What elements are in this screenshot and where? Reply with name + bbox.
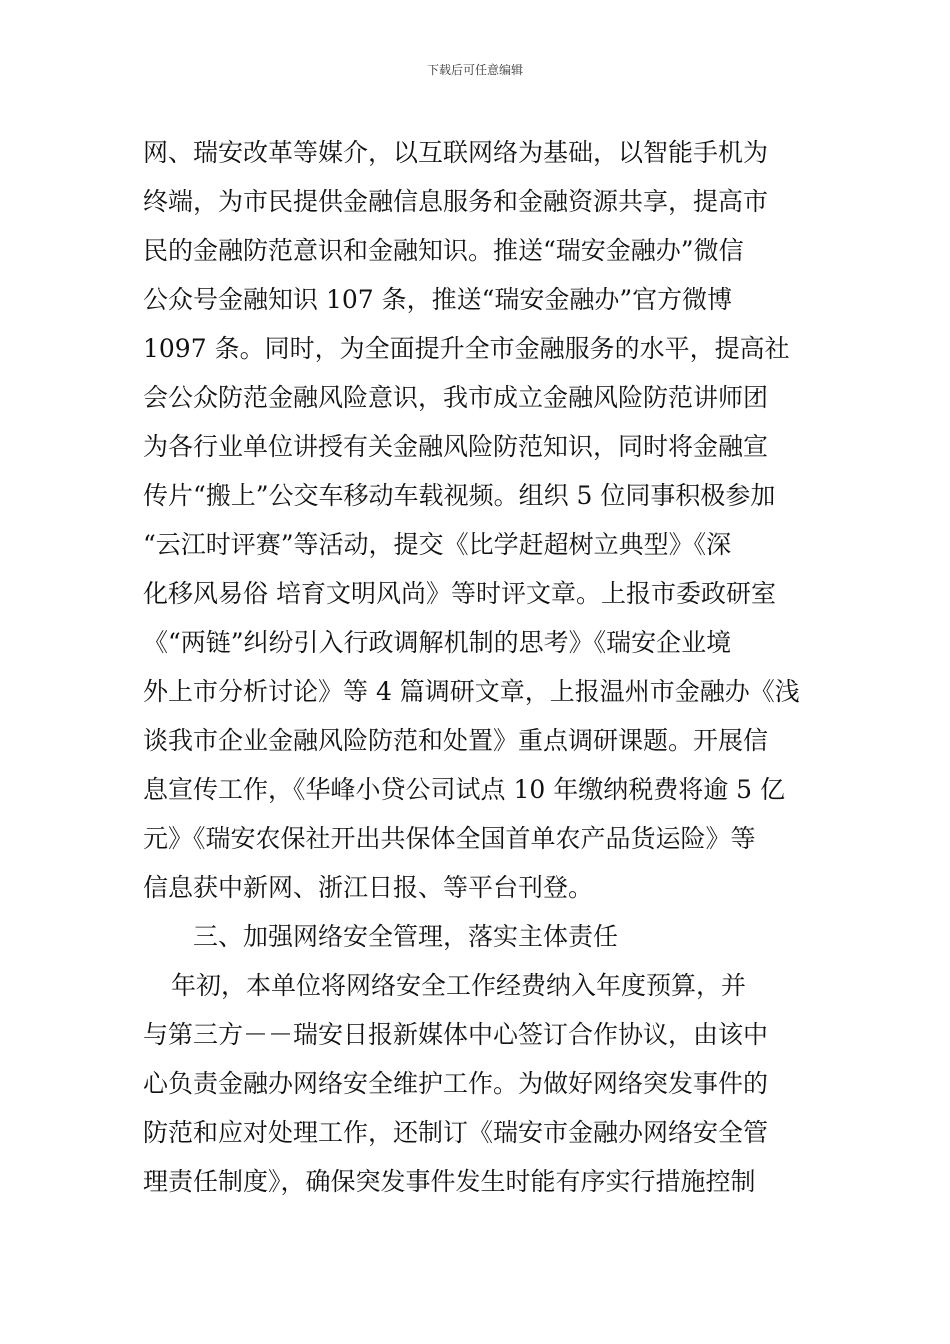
text-line: 息宣传工作，《华峰小贷公司试点 10 年缴纳税费将逾 5 亿	[143, 775, 786, 804]
section-heading: 三、加强网络安全管理，落实主体责任	[193, 922, 619, 951]
text-line: 会公众防范金融风险意识，我市成立金融风险防范讲师团	[143, 383, 769, 412]
text-line: 网、瑞安改革等媒介，以互联网络为基础，以智能手机为	[143, 138, 769, 167]
text-line: 元》《瑞安农保社开出共保体全国首单农产品货运险》等	[143, 824, 756, 853]
text-line: 1097 条。同时，为全面提升全市金融服务的水平，提高社	[143, 334, 790, 363]
text-line: 与第三方－－瑞安日报新媒体中心签订合作协议，由该中	[143, 1020, 769, 1049]
text-line: 公众号金融知识 107 条，推送“瑞安金融办”官方微博	[143, 285, 733, 314]
text-line: 终端，为市民提供金融信息服务和金融资源共享，提高市	[143, 187, 769, 216]
document-body	[143, 128, 813, 1206]
text-line: 化移风易俗 培育文明风尚》等时评文章。上报市委政研室	[143, 579, 776, 608]
text-line: 外上市分析讨论》等 4 篇调研文章，上报温州市金融办《浅	[143, 677, 800, 706]
text-line: 心负责金融办网络安全维护工作。为做好网络突发事件的	[143, 1069, 769, 1098]
text-line: 年初，本单位将网络安全工作经费纳入年度预算，并	[171, 971, 747, 1000]
text-line: 谈我市企业金融风险防范和处置》重点调研课题。开展信	[143, 726, 769, 755]
text-line: 理责任制度》，确保突发事件发生时能有序实行措施控制	[143, 1167, 756, 1196]
text-line: 为各行业单位讲授有关金融风险防范知识，同时将金融宣	[143, 432, 769, 461]
text-line: 传片“搬上”公交车移动车载视频。组织 5 位同事积极参加	[143, 481, 776, 510]
text-line: 防范和应对处理工作，还制订《瑞安市金融办网络安全管	[143, 1118, 769, 1147]
page-header: 下载后可任意编辑	[426, 63, 523, 77]
text-line: 民的金融防范意识和金融知识。推送“瑞安金融办”微信	[143, 236, 744, 265]
text-line: “云江时评赛”等活动，提交《比学赶超树立典型》《深	[143, 530, 732, 559]
text-line: 信息获中新网、浙江日报、等平台刊登。	[143, 873, 594, 902]
text-line: 《“两链”纠纷引入行政调解机制的思考》《瑞安企业境	[143, 628, 732, 657]
